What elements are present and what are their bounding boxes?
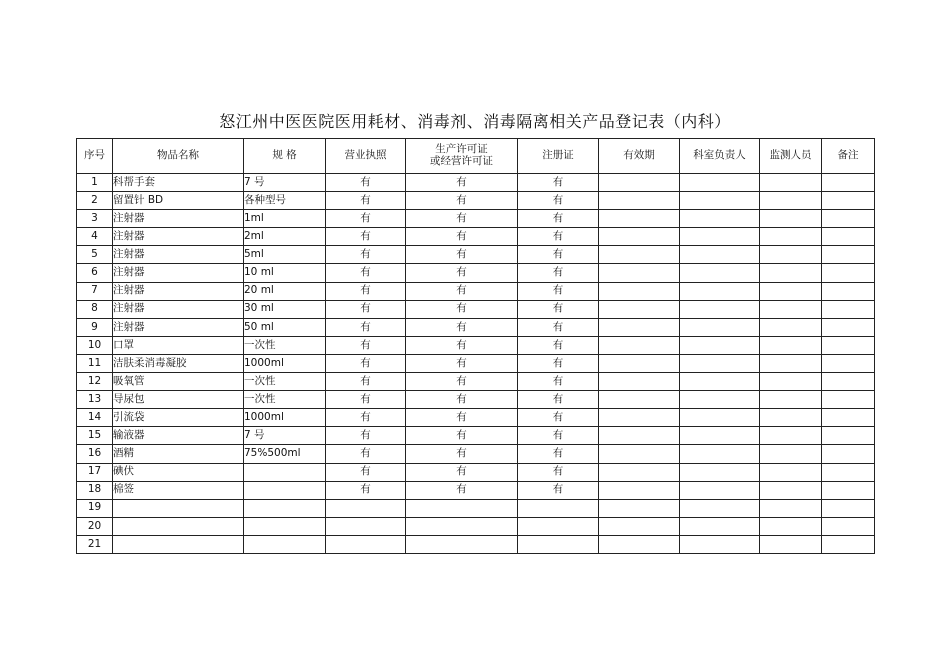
- cell-dept-head: [680, 391, 760, 409]
- table-row: [77, 354, 875, 372]
- cell-permit: 有: [406, 282, 518, 300]
- cell-seq: 18: [77, 481, 113, 499]
- cell-registration: 有: [518, 445, 599, 463]
- cell-monitor: [760, 409, 822, 427]
- cell-license: 有: [326, 445, 406, 463]
- cell-permit: [406, 535, 518, 553]
- cell-name: 导尿包: [113, 391, 244, 409]
- cell-seq: 20: [77, 517, 113, 535]
- cell-monitor: [760, 373, 822, 391]
- cell-monitor: [760, 300, 822, 318]
- cell-validity: [599, 481, 680, 499]
- header-remark: 备注: [822, 139, 875, 174]
- table-body: [77, 174, 875, 554]
- cell-monitor: [760, 354, 822, 372]
- cell-seq: 5: [77, 246, 113, 264]
- cell-spec: [244, 481, 326, 499]
- cell-validity: [599, 336, 680, 354]
- cell-registration: 有: [518, 373, 599, 391]
- table-row: [77, 445, 875, 463]
- header-seq: 序号: [77, 139, 113, 174]
- cell-monitor: [760, 282, 822, 300]
- cell-remark: [822, 228, 875, 246]
- cell-license: 有: [326, 427, 406, 445]
- cell-permit: 有: [406, 391, 518, 409]
- table-row: [77, 246, 875, 264]
- cell-dept-head: [680, 445, 760, 463]
- table-row: [77, 282, 875, 300]
- cell-registration: 有: [518, 228, 599, 246]
- cell-monitor: [760, 192, 822, 210]
- cell-seq: 14: [77, 409, 113, 427]
- table-row: [77, 300, 875, 318]
- cell-dept-head: [680, 409, 760, 427]
- cell-license: 有: [326, 481, 406, 499]
- table-row: [77, 373, 875, 391]
- cell-permit: 有: [406, 445, 518, 463]
- table-row: [77, 210, 875, 228]
- cell-dept-head: [680, 264, 760, 282]
- cell-seq: 6: [77, 264, 113, 282]
- cell-permit: 有: [406, 210, 518, 228]
- cell-name: 吸氧管: [113, 373, 244, 391]
- cell-validity: [599, 391, 680, 409]
- cell-validity: [599, 318, 680, 336]
- table-row: [77, 499, 875, 517]
- cell-registration: [518, 499, 599, 517]
- cell-monitor: [760, 246, 822, 264]
- cell-license: 有: [326, 318, 406, 336]
- cell-registration: 有: [518, 463, 599, 481]
- table-row: [77, 192, 875, 210]
- cell-validity: [599, 517, 680, 535]
- cell-remark: [822, 427, 875, 445]
- cell-remark: [822, 210, 875, 228]
- cell-spec: 各种型号: [244, 192, 326, 210]
- table-row: [77, 228, 875, 246]
- cell-registration: 有: [518, 391, 599, 409]
- cell-license: 有: [326, 463, 406, 481]
- cell-validity: [599, 246, 680, 264]
- cell-dept-head: [680, 517, 760, 535]
- cell-spec: [244, 499, 326, 517]
- cell-remark: [822, 535, 875, 553]
- cell-permit: 有: [406, 463, 518, 481]
- cell-license: 有: [326, 174, 406, 192]
- cell-name: 洁肤柔消毒凝胶: [113, 354, 244, 372]
- cell-permit: 有: [406, 228, 518, 246]
- cell-remark: [822, 300, 875, 318]
- cell-remark: [822, 192, 875, 210]
- cell-dept-head: [680, 481, 760, 499]
- cell-remark: [822, 517, 875, 535]
- cell-validity: [599, 445, 680, 463]
- table-row: [77, 463, 875, 481]
- page-title: 怒江州中医医院医用耗材、消毒剂、消毒隔离相关产品登记表（内科）: [219, 112, 731, 131]
- cell-spec: 一次性: [244, 336, 326, 354]
- cell-remark: [822, 318, 875, 336]
- cell-name: 科帮手套: [113, 174, 244, 192]
- table-row: [77, 318, 875, 336]
- cell-monitor: [760, 174, 822, 192]
- cell-dept-head: [680, 192, 760, 210]
- cell-seq: 12: [77, 373, 113, 391]
- cell-permit: 有: [406, 246, 518, 264]
- cell-seq: 15: [77, 427, 113, 445]
- cell-dept-head: [680, 373, 760, 391]
- cell-name: 输液器: [113, 427, 244, 445]
- cell-name: 注射器: [113, 264, 244, 282]
- cell-dept-head: [680, 282, 760, 300]
- header-permit-line1: 生产许可证: [435, 143, 488, 156]
- cell-name: 口罩: [113, 336, 244, 354]
- cell-remark: [822, 336, 875, 354]
- registration-table: [76, 138, 875, 554]
- cell-license: 有: [326, 354, 406, 372]
- cell-name: 引流袋: [113, 409, 244, 427]
- table-row: [77, 409, 875, 427]
- cell-dept-head: [680, 535, 760, 553]
- cell-remark: [822, 354, 875, 372]
- cell-seq: 13: [77, 391, 113, 409]
- cell-spec: [244, 463, 326, 481]
- cell-dept-head: [680, 300, 760, 318]
- cell-name: 棉签: [113, 481, 244, 499]
- cell-monitor: [760, 445, 822, 463]
- table-row: [77, 264, 875, 282]
- header-registration: 注册证: [518, 139, 599, 174]
- cell-permit: 有: [406, 409, 518, 427]
- cell-name: 注射器: [113, 282, 244, 300]
- cell-monitor: [760, 228, 822, 246]
- table-row: [77, 427, 875, 445]
- header-name: 物品名称: [113, 139, 244, 174]
- header-permit: [406, 139, 518, 174]
- cell-spec: 一次性: [244, 391, 326, 409]
- cell-validity: [599, 192, 680, 210]
- cell-permit: [406, 517, 518, 535]
- cell-validity: [599, 409, 680, 427]
- cell-spec: [244, 535, 326, 553]
- cell-spec: 75%500ml: [244, 445, 326, 463]
- cell-spec: 5ml: [244, 246, 326, 264]
- cell-registration: 有: [518, 481, 599, 499]
- cell-seq: 4: [77, 228, 113, 246]
- table-row: [77, 391, 875, 409]
- cell-license: 有: [326, 409, 406, 427]
- table-row: [77, 174, 875, 192]
- cell-registration: 有: [518, 409, 599, 427]
- cell-dept-head: [680, 228, 760, 246]
- cell-name: 注射器: [113, 300, 244, 318]
- header-row: [77, 139, 875, 174]
- cell-seq: 9: [77, 318, 113, 336]
- cell-permit: 有: [406, 354, 518, 372]
- cell-remark: [822, 499, 875, 517]
- cell-monitor: [760, 336, 822, 354]
- table-row: [77, 336, 875, 354]
- cell-permit: 有: [406, 481, 518, 499]
- cell-monitor: [760, 463, 822, 481]
- cell-name: [113, 517, 244, 535]
- cell-name: 留置针 BD: [113, 192, 244, 210]
- cell-license: 有: [326, 210, 406, 228]
- cell-name: 注射器: [113, 246, 244, 264]
- cell-validity: [599, 264, 680, 282]
- cell-spec: 7 号: [244, 174, 326, 192]
- cell-seq: 2: [77, 192, 113, 210]
- header-dept-head: 科室负责人: [680, 139, 760, 174]
- cell-validity: [599, 210, 680, 228]
- cell-seq: 7: [77, 282, 113, 300]
- cell-monitor: [760, 481, 822, 499]
- cell-registration: 有: [518, 174, 599, 192]
- cell-monitor: [760, 535, 822, 553]
- cell-permit: 有: [406, 300, 518, 318]
- cell-remark: [822, 246, 875, 264]
- header-license: 营业执照: [326, 139, 406, 174]
- cell-permit: 有: [406, 318, 518, 336]
- cell-validity: [599, 354, 680, 372]
- cell-seq: 11: [77, 354, 113, 372]
- cell-seq: 21: [77, 535, 113, 553]
- cell-license: [326, 535, 406, 553]
- cell-spec: 1ml: [244, 210, 326, 228]
- table-row: [77, 481, 875, 499]
- table-row: [77, 535, 875, 553]
- cell-remark: [822, 373, 875, 391]
- cell-seq: 19: [77, 499, 113, 517]
- cell-dept-head: [680, 336, 760, 354]
- cell-dept-head: [680, 246, 760, 264]
- cell-dept-head: [680, 427, 760, 445]
- cell-spec: 2ml: [244, 228, 326, 246]
- cell-name: 碘伏: [113, 463, 244, 481]
- cell-spec: 50 ml: [244, 318, 326, 336]
- cell-name: 注射器: [113, 210, 244, 228]
- cell-name: [113, 535, 244, 553]
- cell-license: 有: [326, 264, 406, 282]
- cell-validity: [599, 535, 680, 553]
- cell-seq: 16: [77, 445, 113, 463]
- cell-remark: [822, 174, 875, 192]
- cell-remark: [822, 481, 875, 499]
- cell-monitor: [760, 499, 822, 517]
- cell-remark: [822, 409, 875, 427]
- cell-registration: 有: [518, 282, 599, 300]
- cell-monitor: [760, 318, 822, 336]
- cell-dept-head: [680, 499, 760, 517]
- cell-validity: [599, 228, 680, 246]
- cell-permit: 有: [406, 192, 518, 210]
- cell-name: 注射器: [113, 228, 244, 246]
- cell-license: 有: [326, 228, 406, 246]
- cell-monitor: [760, 210, 822, 228]
- cell-name: [113, 499, 244, 517]
- cell-spec: [244, 517, 326, 535]
- cell-license: 有: [326, 282, 406, 300]
- cell-remark: [822, 445, 875, 463]
- cell-registration: 有: [518, 246, 599, 264]
- cell-spec: 30 ml: [244, 300, 326, 318]
- cell-remark: [822, 463, 875, 481]
- cell-permit: 有: [406, 174, 518, 192]
- cell-registration: 有: [518, 192, 599, 210]
- cell-validity: [599, 463, 680, 481]
- cell-seq: 17: [77, 463, 113, 481]
- cell-seq: 10: [77, 336, 113, 354]
- cell-registration: 有: [518, 318, 599, 336]
- cell-registration: 有: [518, 300, 599, 318]
- cell-permit: 有: [406, 427, 518, 445]
- cell-license: [326, 517, 406, 535]
- cell-dept-head: [680, 210, 760, 228]
- cell-license: [326, 499, 406, 517]
- cell-spec: 7 号: [244, 427, 326, 445]
- cell-name: 酒精: [113, 445, 244, 463]
- cell-license: 有: [326, 391, 406, 409]
- cell-validity: [599, 282, 680, 300]
- cell-dept-head: [680, 318, 760, 336]
- cell-dept-head: [680, 354, 760, 372]
- cell-spec: 1000ml: [244, 354, 326, 372]
- cell-dept-head: [680, 463, 760, 481]
- cell-spec: 1000ml: [244, 409, 326, 427]
- cell-name: 注射器: [113, 318, 244, 336]
- cell-permit: 有: [406, 373, 518, 391]
- cell-validity: [599, 174, 680, 192]
- cell-dept-head: [680, 174, 760, 192]
- cell-seq: 3: [77, 210, 113, 228]
- header-validity: 有效期: [599, 139, 680, 174]
- cell-spec: 20 ml: [244, 282, 326, 300]
- cell-monitor: [760, 517, 822, 535]
- cell-registration: 有: [518, 264, 599, 282]
- cell-registration: 有: [518, 336, 599, 354]
- cell-registration: [518, 517, 599, 535]
- cell-permit: [406, 499, 518, 517]
- cell-license: 有: [326, 373, 406, 391]
- cell-license: 有: [326, 300, 406, 318]
- cell-registration: 有: [518, 427, 599, 445]
- cell-license: 有: [326, 192, 406, 210]
- cell-validity: [599, 427, 680, 445]
- cell-validity: [599, 499, 680, 517]
- cell-spec: 10 ml: [244, 264, 326, 282]
- cell-registration: 有: [518, 354, 599, 372]
- cell-permit: 有: [406, 264, 518, 282]
- cell-seq: 1: [77, 174, 113, 192]
- cell-validity: [599, 300, 680, 318]
- cell-spec: 一次性: [244, 373, 326, 391]
- header-permit-line2: 或经营许可证: [430, 155, 493, 167]
- cell-seq: 8: [77, 300, 113, 318]
- cell-remark: [822, 391, 875, 409]
- cell-monitor: [760, 427, 822, 445]
- cell-remark: [822, 282, 875, 300]
- cell-permit: 有: [406, 336, 518, 354]
- cell-validity: [599, 373, 680, 391]
- cell-remark: [822, 264, 875, 282]
- cell-monitor: [760, 264, 822, 282]
- cell-license: 有: [326, 246, 406, 264]
- cell-monitor: [760, 391, 822, 409]
- cell-license: 有: [326, 336, 406, 354]
- cell-registration: 有: [518, 210, 599, 228]
- header-monitor: 监测人员: [760, 139, 822, 174]
- header-spec: 规 格: [244, 139, 326, 174]
- cell-registration: [518, 535, 599, 553]
- table-row: [77, 517, 875, 535]
